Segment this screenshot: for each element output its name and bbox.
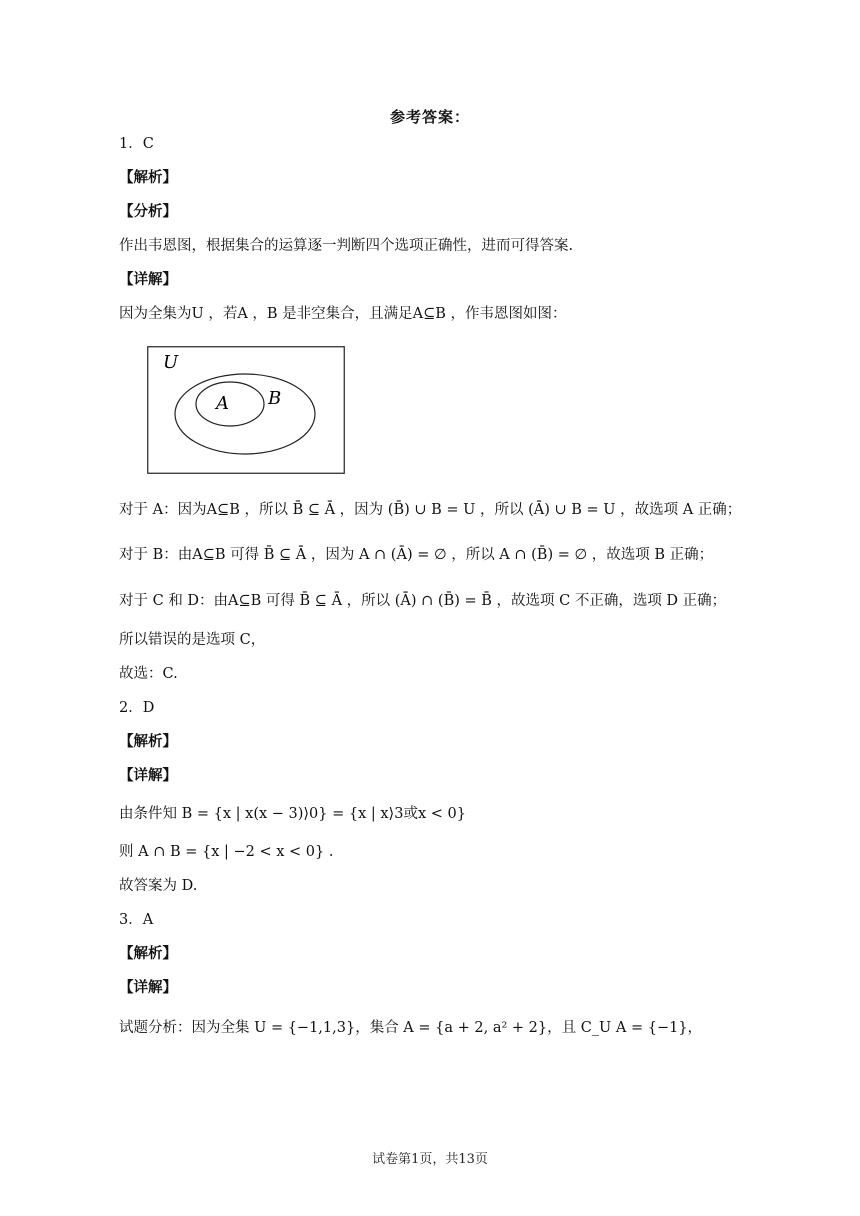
q2-answer: 故答案为 D. [119, 878, 198, 894]
set-a-ellipse [196, 382, 264, 426]
venn-b-label: B [268, 388, 282, 409]
q1-conclusion: 所以错误的是选项 C， [119, 632, 266, 648]
q2-jiexi-heading: 【解析】 [119, 733, 177, 750]
q1-option-b: 对于 B：由A⊆B 可得 B̄ ⊆ Ā ，因为 A ∩ (Ā) = ∅ ，所以 A ∩ (B̄) = ∅ ，故选项 B 正确； [119, 547, 714, 563]
q1-option-cd: 对于 C 和 D：由A⊆B 可得 B̄ ⊆ Ā ，所以 (Ā) ∩ (B̄) = B̄ ，故选项 C 不正确，选项 D 正确； [119, 593, 727, 609]
q1-answer: 故选：C. [119, 666, 178, 682]
venn-u-label: U [163, 352, 179, 373]
q3-analysis: 试题分析：因为全集 U = {−1,1,3}，集合 A = {a + 2, a² + 2}，且 C_U A = {−1}， [119, 1020, 703, 1036]
page-footer: 试卷第1页，共13页 [372, 1152, 488, 1167]
venn-diagram [147, 346, 345, 474]
q2-intersection: 则 A ∩ B = {x | −2 < x < 0} . [119, 844, 334, 860]
venn-a-label: A [216, 393, 229, 414]
q1-detail-intro: 因为全集为U ，若A ，B 是非空集合，且满足A⊆B ，作韦恩图如图： [119, 306, 567, 322]
q1-jiexi-heading: 【解析】 [119, 169, 177, 186]
q2-condition: 由条件知 B = {x | x(x − 3)⟩0} = {x | x⟩3或x < 0} [119, 806, 466, 822]
q3-number: 3．A [119, 912, 154, 928]
q2-xiangjie-heading: 【详解】 [119, 767, 177, 784]
set-b-ellipse [175, 374, 315, 454]
q2-number: 2．D [119, 700, 155, 716]
q1-xiangjie-heading: 【详解】 [119, 271, 177, 288]
q1-option-a: 对于 A：因为A⊆B ，所以 B̄ ⊆ Ā ，因为 (B̄) ∪ B = U ，所以 (Ā) ∪ B = U ，故选项 A 正确； [119, 502, 742, 518]
q1-number: 1．C [119, 136, 154, 152]
q1-fenxi-heading: 【分析】 [119, 203, 177, 220]
q3-xiangjie-heading: 【详解】 [119, 979, 177, 996]
q1-fenxi-text: 作出韦恩图，根据集合的运算逐一判断四个选项正确性，进而可得答案. [119, 238, 574, 254]
q3-jiexi-heading: 【解析】 [119, 945, 177, 962]
answer-title: 参考答案： [389, 108, 470, 126]
